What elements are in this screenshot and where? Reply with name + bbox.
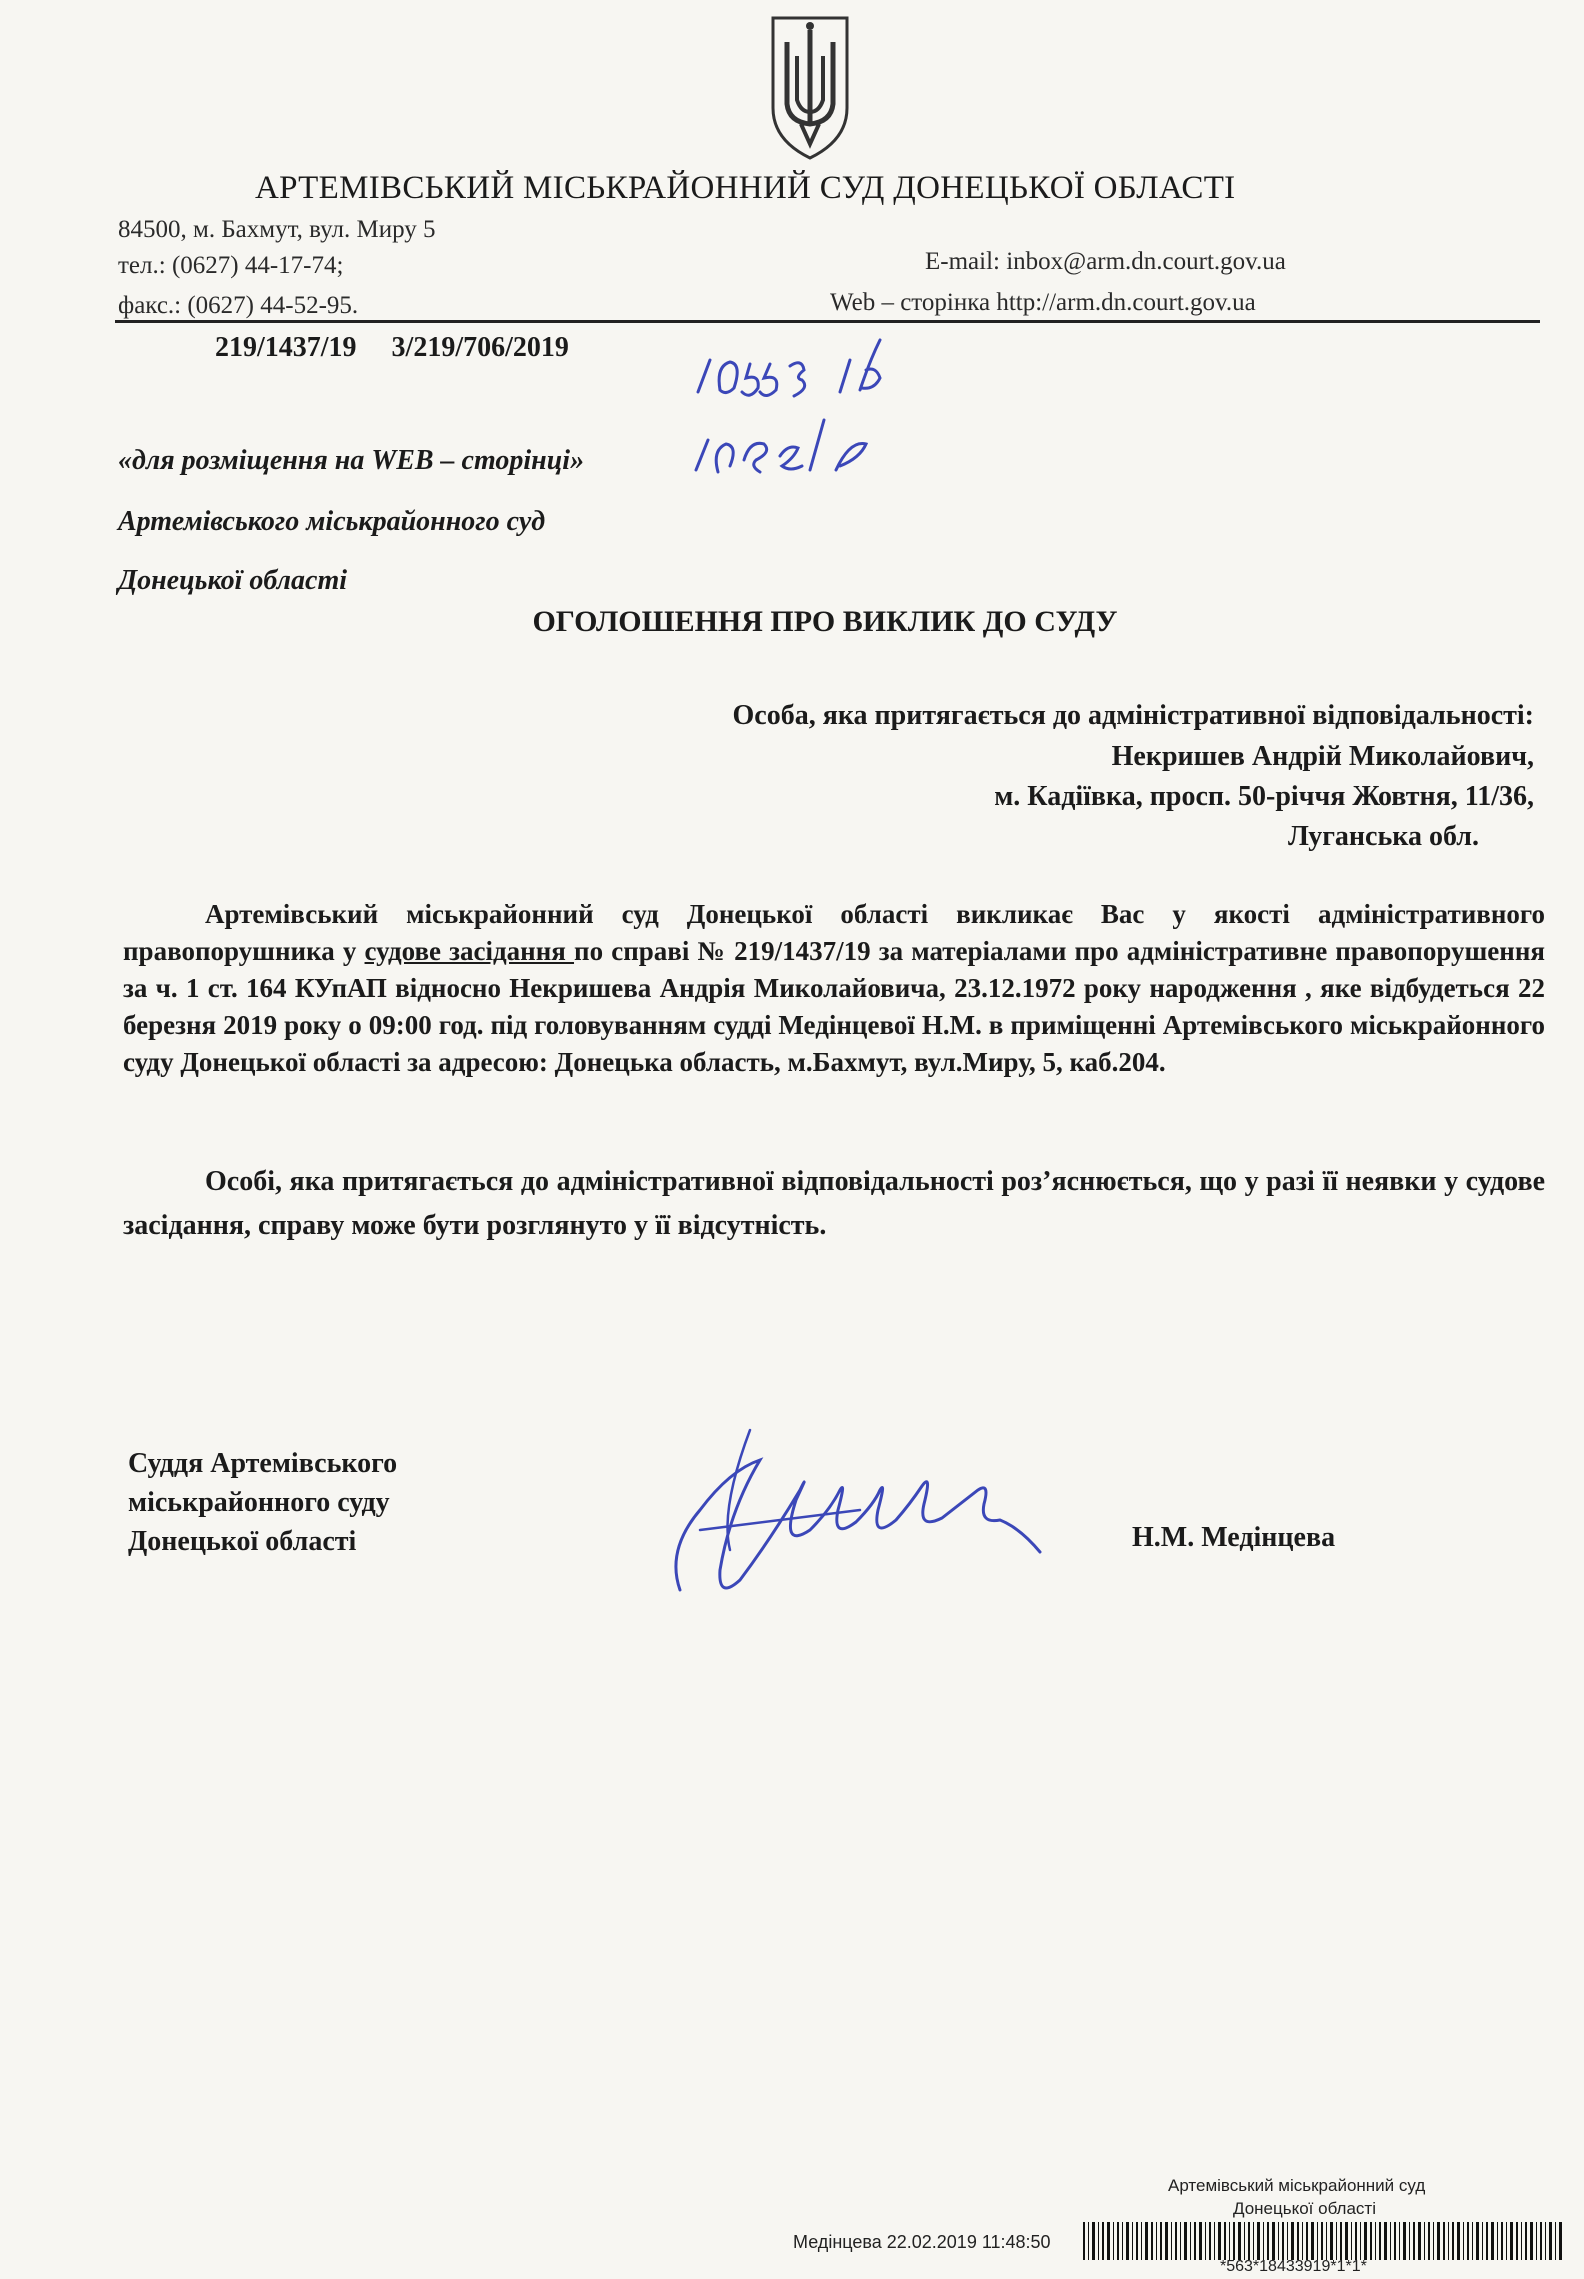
header-divider	[115, 320, 1540, 323]
court-email: E-mail: inbox@arm.dn.court.gov.ua	[925, 248, 1286, 275]
recipient-court: Артемівського міськрайонного суд	[118, 506, 546, 537]
document-title: ОГОЛОШЕННЯ ПРО ВИКЛИК ДО СУДУ	[532, 605, 1118, 638]
barcode-icon	[1083, 2222, 1563, 2260]
person-address: м. Кадіївка, просп. 50-річчя Жовтня, 11/36,	[994, 781, 1534, 812]
stamp-court-name: Артемівський міськрайонний суд	[1168, 2176, 1426, 2195]
person-name: Некришев Андрій Миколайович,	[1111, 741, 1534, 772]
court-address: 84500, м. Бахмут, вул. Миру 5	[118, 216, 436, 243]
web-placement-note: «для розміщення на WEB – сторінці»	[118, 445, 585, 476]
handwritten-date	[690, 400, 880, 490]
summons-paragraph: Артемівський міськрайонний суд Донецької області викликає Вас у якості адміністративного правопорушника у судове засідання по справі № 219/1437/19 за матеріалами про адміністративне правопорушення за ч. 1 ст. 164 КУпАП відносно Некришева Андрія Миколайовича, 23.12.1972 року народження , яке відбудеться 22 березня 2019 року о 09:00 год. під головуванням судді Медінцевої Н.М. в приміщенні Артемівського міськрайонного суду Донецької області за адресою: Донецька область, м.Бахмут, вул.Миру, 5, каб.204.	[123, 899, 1545, 1077]
court-fax: факс.: (0627) 44-52-95.	[118, 292, 359, 319]
coat-of-arms-icon	[765, 12, 855, 162]
judge-title-line: міськрайонного суду	[128, 1487, 390, 1518]
stamp-court-region: Донецької області	[1233, 2199, 1376, 2218]
judge-name: Н.М. Медінцева	[1132, 1522, 1336, 1553]
court-website: Web – сторінка http://arm.dn.court.gov.ua	[830, 289, 1256, 316]
person-region: Луганська обл.	[1288, 821, 1479, 852]
judge-signature	[660, 1400, 1060, 1620]
person-label: Особа, яка притягається до адміністративної відповідальності:	[732, 700, 1534, 731]
court-name-heading: АРТЕМІВСЬКИЙ МІСЬКРАЙОННИЙ СУД ДОНЕЦЬКОЇ ОБЛАСТІ	[255, 170, 1236, 206]
hearing-underlined-text: судове засідання	[364, 936, 575, 966]
stamp-signer-timestamp: Медінцева 22.02.2019 11:48:50	[793, 2232, 1051, 2252]
case-numbers: 219/1437/19 3/219/706/2019	[215, 332, 569, 363]
handwritten-register-number	[690, 330, 950, 410]
judge-title-line: Донецької області	[128, 1526, 357, 1557]
absence-notice-paragraph: Особі, яка притягається до адміністративної відповідальності роз’яснюється, що у разі її неявки у судове засідання, справу може бути розглянуто у її відсутність.	[123, 1166, 1545, 1241]
judge-title-line: Суддя Артемівського	[128, 1448, 398, 1479]
recipient-region: Донецької області	[118, 565, 348, 596]
court-phone: тел.: (0627) 44-17-74;	[118, 252, 344, 279]
barcode-number: *563*18433919*1*1*	[1220, 2258, 1367, 2275]
